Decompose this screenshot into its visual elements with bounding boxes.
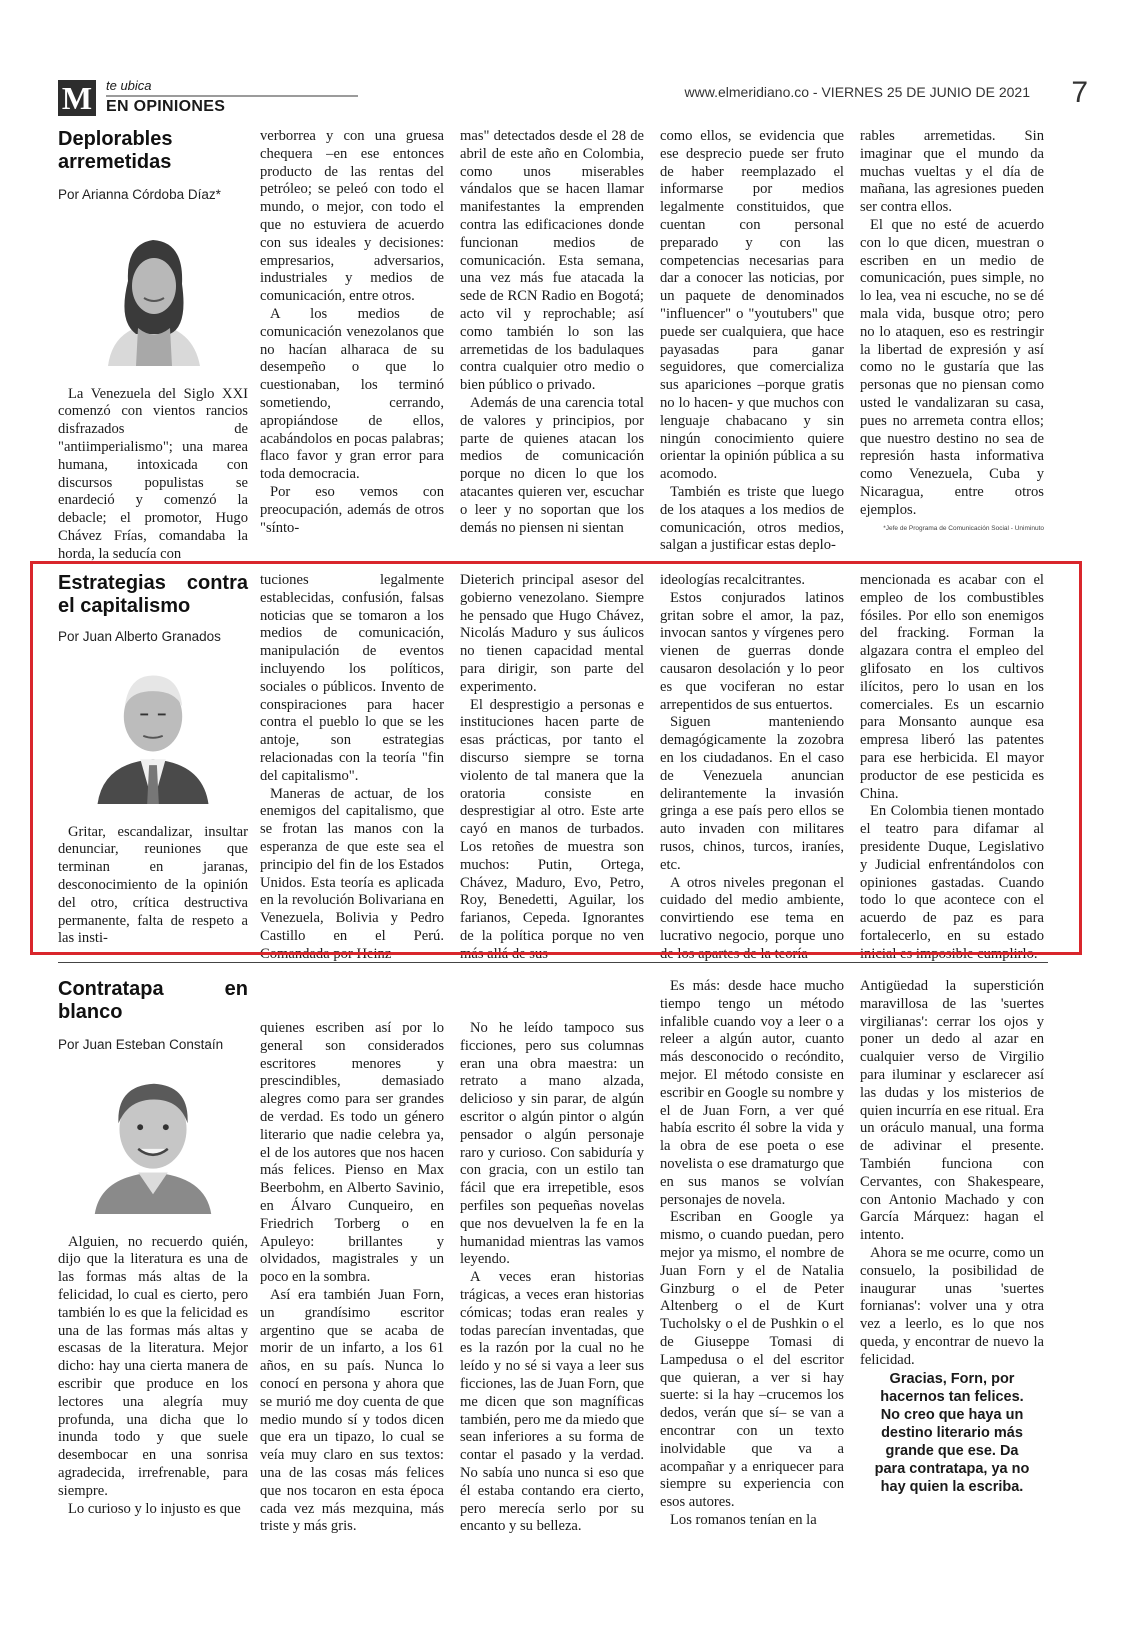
paragraph: Además de una carencia total de valores y principios, por parte de quienes atacan los medios de comunicación porque no dicen lo que los atacantes quieren ver, escuchar o leer y no soportan que los demás no piensen ni sientan <box>460 394 644 536</box>
paragraph: mas" detectados desde el 28 de abril de este año en Colombia, como unos miserables vándalos que se hacen llamar manifestantes la emprenden contra las edificaciones donde funcionan medios de comunicación. Esta semana, una vez más fue atacada la sede de RCN Radio en Bogotá; acto vil y reprochable; así como también lo son las arremetidas de los badulaques contra cualquier otro medio o bien público o privado. <box>460 128 644 394</box>
article-byline: Por Arianna Córdoba Díaz* <box>58 187 221 202</box>
paragraph: Siguen manteniendo demagógicamente la zozobra en los ciudadanos. En el caso de Venezuela anuncian delirantemente la invasión gringa a ese país pero ellos se auto invaden con militares rusos, chinos, turcos, iraníes, etc. <box>660 714 844 873</box>
paragraph: Gritar, escandalizar, insultar denunciar, reuniones que terminan en jaranas, desconocimiento de la opinión del otro, crítica destructiva permanente, falta de respeto a las insti- <box>58 823 248 947</box>
page-header <box>58 78 1088 118</box>
paragraph: Los romanos tenían en la <box>670 1511 817 1528</box>
paragraph: Así era también Juan Forn, un grandísimo escritor argentino que se acaba de morir de un infarto, a los 61 años, en su país. Nunca lo conocí en persona y ahora que se murió me doy cuenta de que medio mundo sí y todos dicen que era un tipazo, lo cual se veía muy claro en sus textos: una de las cosas más felices que nos tocaron en esta época cada vez más mezquina, más triste y más gris. <box>260 1286 444 1535</box>
article-byline: Por Juan Esteban Constaín <box>58 1037 224 1052</box>
paragraph: Maneras de actuar, de los enemigos del capitalismo, que se frotan las manos con la esperanza de que este sea el principio del fin de los Estados Unidos. Esta teoría es aplicada en la revolución Bolivariana en Venezuela, Bolivia y Pedro Castillo en el Perú. Comandada por Heinz <box>260 785 444 962</box>
article-column-5 <box>860 978 1044 1538</box>
paragraph: Alguien, no recuerdo quién, dijo que la literatura es una de las formas más altas de la felicidad, lo cual es cierto, pero también lo es que la felicidad es una de las formas más altas y escasas de la literatura. Mejor dicho: hay una cierta manera de escribir que produce en los lectores una alegría muy profunda, una dicha que lo inunda todo y que suele desembocar en una sonrisa agradecida, irrefrenable, para siempre. <box>58 1233 248 1499</box>
article-column-5 <box>860 128 1044 556</box>
paragraph: También es triste que luego de los ataques a los medios de comunicación, otros medios, salgan a justificar estas deplo- <box>660 483 844 554</box>
column-body <box>58 1234 248 1519</box>
article-separator <box>58 962 1048 963</box>
page-number: 7 <box>1071 76 1088 109</box>
paragraph: rables arremetidas. Sin imaginar que el mundo da muchas vueltas y el día de mañana, las agresiones pueden ser contra ellos. <box>860 128 1044 216</box>
paragraph: Ahora se me ocurre, como un consuelo, la posibilidad de inaugurar unas 'suertes fornianas': volver una y otra vez a leerlo, es lo que nos queda, y encontrar de nuevo la felicidad. <box>860 1244 1044 1368</box>
article-column-3 <box>460 1020 644 1538</box>
column-body <box>58 386 248 564</box>
article-column-1 <box>58 978 248 1538</box>
paragraph: como ellos, se evidencia que ese desprecio puede ser fruto de haber reemplazado el informarse por medios legalmente constituidos, que cuentan con personal preparado y con las competencias necesarias para dar a conocer las noticias, por un paquete de denominados "influencer" o "youtubers" que puede ser cualquiera, que hace payasadas para ganar seguidores, que comercializa sus apariciones –porque gratis no lo hacen- y que muchos con lenguaje chabacano y sin ningún conocimiento quiere orientar la opinión pública a su acomodo. <box>660 128 844 483</box>
article-column-1 <box>58 128 248 562</box>
paragraph: ideologías recalcitrantes. <box>660 572 806 588</box>
author-footnote: *Jefe de Programa de Comunicación Social - Uniminuto <box>883 524 1044 532</box>
paragraph: La Venezuela del Siglo XXI comenzó con vientos rancios disfrazados de "antiimperialismo"; una marea humana, intoxicada con discursos populistas se enardeció y comenzó la debacle; el promotor, Hugo Chávez Frías, comandaba la horda, la seducía con <box>58 385 248 562</box>
paragraph: En Colombia tienen montado el teatro para difamar al presidente Duque, Legislativo y Judicial enfrentándolos con opiniones gastadas. Cuando todo lo que acontece con el acuerdo de paz es para fortalecerlo, en su estado inicial es imposible cumplirlo. <box>860 803 1044 962</box>
article-byline: Por Juan Alberto Granados <box>58 629 221 644</box>
paragraph: Escriban en Google ya mismo, o cuando puedan, pero mejor ya mismo, el nombre de Juan Forn y el de Natalia Ginzburg o el de Peter Altenberg o el de Kurt Tucholsky o el de Pushkin o el de Giuseppe Tomasi di Lampedusa o el del escritor que quieran, a ver si hay suerte: si la hay –crucemos los dedos, verán que sí– se van a encontrar con un texto inolvidable que va a acompañar y a enriquecer para siempre su experiencia con esos autores. <box>660 1209 844 1511</box>
kicker-rule <box>106 95 358 97</box>
article-column-4 <box>660 978 844 1538</box>
paragraph: Dieterich principal asesor del gobierno venezolano. Siempre he pensado que Hugo Chávez, Nicolás Maduro y sus áulicos no tienen capacidad mental para dirigir, son parte del experimento. <box>460 572 644 695</box>
dateline: www.elmeridiano.co - VIERNES 25 DE JUNIO DE 2021 <box>684 84 1030 100</box>
author-photo <box>88 216 218 366</box>
paragraph: quienes escriben así por lo general son considerados escritores menores y prescindibles, demasiado alegres como para ser grandes de verdad. Es todo un género literario que nadie celebra ya, el de los autores que nos hacen más felices. Pienso en Max Beerbohm, en Alberto Savinio, en Álvaro Cunqueiro, en Friedrich Torberg o en Apuleyo: brillantes y olvidados, magistrales y un poco en la sombra. <box>260 1020 444 1286</box>
article-title: Deplorables arremetidas <box>58 128 173 173</box>
paragraph: Es más: desde hace mucho tiempo tengo un método infalible cuando voy a leer o a releer a algún autor, cuanto más desconocido o recóndito, mejor. El método consiste en escribir en Google su nombre y el de Juan Forn, a ver qué había escrito él sobre la vida y la obra de ese poeta o ese novelista o ese dramaturgo que en sus manos se volvían personajes de novela. <box>660 978 844 1208</box>
article-deplorables-arremetidas <box>58 128 1048 562</box>
paragraph: Por eso vemos con preocupación, además de otros "sínto- <box>260 483 444 536</box>
paragraph: Estos conjurados latinos gritan sobre el amor, la paz, invocan santos y vírgenes pero vienen de guerras donde causaron desolación y lo peor es que vociferan no estar arrepentidos de sus entuertos. <box>660 589 844 713</box>
article-title: Contratapa en blanco <box>58 978 248 1023</box>
paragraph: El que no esté de acuerdo con lo que dicen, muestran o escriben en un medio de comunicación, pues simple, no lo lea, vea ni escuche, no se dé mala vida, busque otro; pero no lo ataquen, eso es restringir la libertad de expresión y así como no le gustaría que las personas que no piensan como usted le vandalizaran su casa, pues no arremeta contra ellos; que nuestro destino no sea de represión hasta informativa como Venezuela, Cuba y Nicaragua, entre otros ejemplos. <box>860 216 1044 518</box>
paragraph: A los medios de comunicación venezolanos que no hacían alharaca de su desempeño o que lo cuestionaban, los terminó sometiendo, cerrando, apropiándose de ellos, acabándolos en pocas palabras; flaco favor y gran error para toda democracia. <box>260 305 444 483</box>
paragraph: A otros niveles pregonan el cuidado del medio ambiente, convirtiendo ese tema en lucrativo negocio, porque uno de los apartes de la teoría <box>660 874 844 962</box>
section-kicker: te ubica <box>106 78 152 93</box>
paragraph: Antigüedad la superstición maravillosa de las 'suertes virgilianas': cerrar los ojos y poner un dedo al azar en cualquier verso de Virgilio para iluminar y esclarecer así las dudas y los misterios de quien incurría en ese ritual. Era un oráculo manual, una forma de adivinar el presente. También funciona con Cervantes, con Shakespeare, con Antonio Machado y con García Márquez: hagan el intento. <box>860 978 1044 1244</box>
article-column-4 <box>660 128 844 556</box>
paragraph: tuciones legalmente establecidas, confusión, falsas noticias que se tomaron a los medios de comunicación, manipulación de eventos incluyendo los políticos, sociales o públicos. Invento de conspiraciones para hacer contra el pueblo lo que se les antoje, son estrategias relacionadas con la teoría "fin del capitalismo". <box>260 572 444 784</box>
highlight-box <box>30 561 1082 955</box>
article-title: Estrategias contra el capitalismo <box>58 572 248 617</box>
article-column-2 <box>260 128 444 556</box>
el-meridiano-logo: M <box>58 80 96 116</box>
paragraph: verborrea y con una gruesa chequera –en ese entonces producto de las rentas del petróleo; se peleó con todo el mundo, o mejor, con todo el que no estuviera de acuerdo con sus ideales y decisiones: empresarios, adversarios, industriales y medios de comunicación, entre otros. <box>260 128 444 305</box>
section-title: EN OPINIONES <box>106 98 226 115</box>
article-column-3 <box>460 128 644 556</box>
paragraph: mencionada es acabar con el empleo de los combustibles fósiles. Por ello son enemigos del fracking. Forman la algazara contra el empleo del glifosato en los cultivos ilícitos, pero lo usan en los comerciales. Es un escarnio para Monsanto aunque esa empresa liberó las patentes para ese herbicida. El mayor productor de ese pesticida es China. <box>860 572 1044 802</box>
article-column-2 <box>260 1020 444 1538</box>
paragraph: A veces eran historias trágicas, a veces eran historias cómicas; todas eran reales y todas parecían inventadas, que es la razón por la cual no he leído y no sé si vaya a leer sus ficciones, las de Juan Forn, que me dicen que son magníficas también, pero me da miedo que sean inferiores a su forma de contar el pasado y la verdad. No sabía uno nunca si eso que él estaba contando era cierto, pero merecía serlo por su encanto y su belleza. <box>460 1269 644 1535</box>
pull-quote: Gracias, Forn, por hacernos tan felices. No creo que haya un destino literario más grande que ese. Da para contratapa, ya no hay quien la escriba. <box>874 1370 1030 1495</box>
article-contratapa-en-blanco <box>58 978 1048 1538</box>
author-photo <box>86 1066 220 1214</box>
paragraph: Lo curioso y lo injusto es que <box>68 1500 241 1517</box>
paragraph: No he leído tampoco sus ficciones, pero sus columnas eran una obra maestra: un retrato a mano alzada, delicioso y sin parar, de algún escritor o algún pintor o algún pensador o algún personaje raro y curioso. Con sabiduría y con gracia, con un estilo tan fácil que era irrepetible, esos perfiles son pequeñas novelas que nos devuelven la fe en la humanidad mientras las vamos leyendo. <box>460 1020 644 1268</box>
paragraph: El desprestigio a personas e instituciones hacen parte de esas prácticas, por tanto el discurso siempre se torna violento de tal manera que la oratoria consiste en desprestigiar al otro. Este arte cayó en manos de turbados. Los retoñes de muestra son muchos: Putin, Ortega, Chávez, Maduro, Evo, Petro, Roy, Benedetti, Aguilar, los farianos, Cepeda. Ignorantes de la política porque no ven más allá de sus <box>460 696 644 962</box>
